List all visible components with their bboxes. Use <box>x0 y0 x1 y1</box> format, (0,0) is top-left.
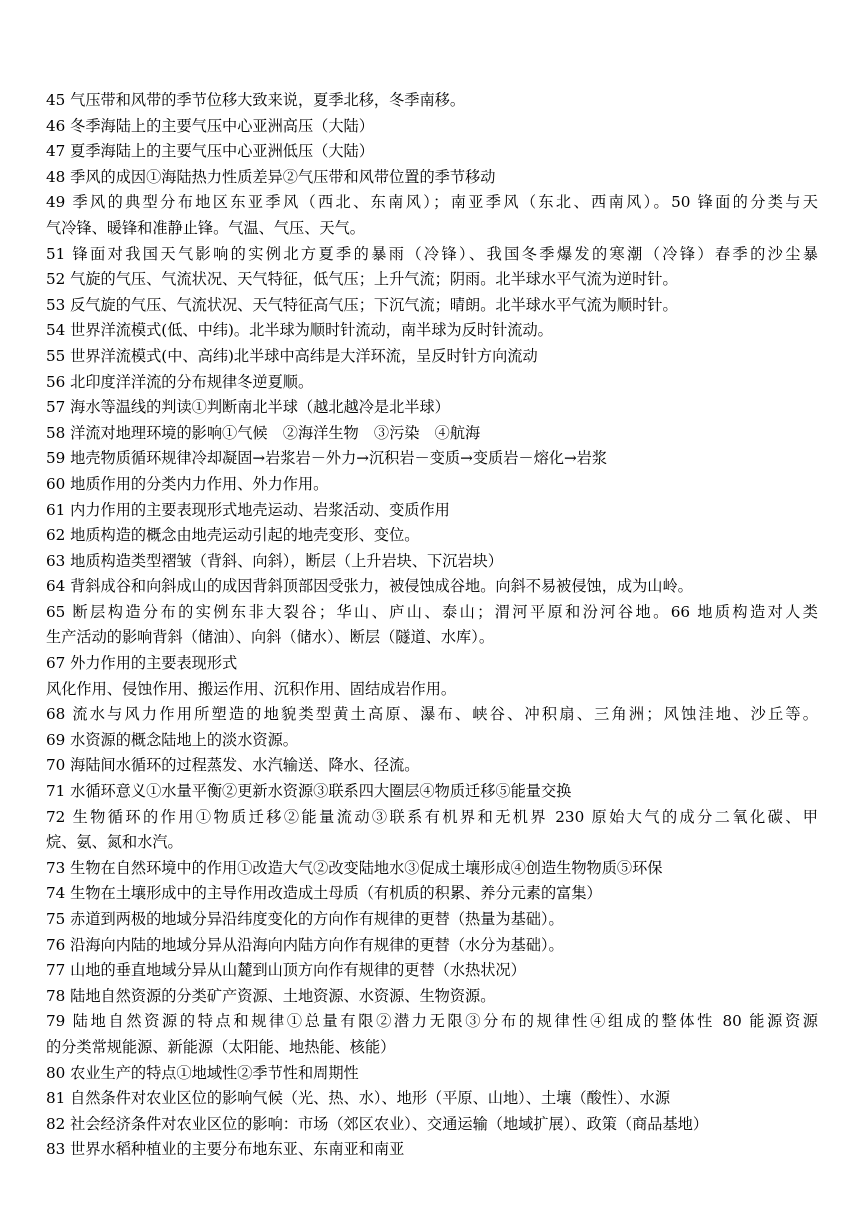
text-line: 风化作用、侵蚀作用、搬运作用、沉积作用、固结成岩作用。 <box>46 679 457 698</box>
text-line: 71 水循环意义①水量平衡②更新水资源③联系四大圈层④物质迁移⑤能量交换 <box>46 782 572 801</box>
text-line: 78 陆地自然资源的分类矿产资源、土地资源、水资源、生物资源。 <box>46 986 496 1005</box>
text-line: 63 地质构造类型褶皱（背斜、向斜），断层（上升岩块、下沉岩块） <box>46 551 503 570</box>
text-line: 79 陆地自然资源的特点和规律①总量有限②潜力无限③分布的规律性④组成的整体性 80 能源资源 <box>46 1012 818 1031</box>
text-line: 60 地质作用的分类内力作用、外力作用。 <box>46 474 329 493</box>
text-line: 58 洋流对地理环境的影响①气候 ②海洋生物 ③污染 ④航海 <box>46 423 481 442</box>
text-line: 81 自然条件对农业区位的影响气候（光、热、水）、地形（平原、山地）、土壤（酸性）、水源 <box>46 1089 671 1108</box>
document-page <box>46 88 818 1163</box>
text-line: 65 断层构造分布的实例东非大裂谷；华山、庐山、泰山；渭河平原和汾河谷地。66 地质构造对人类 <box>46 602 818 621</box>
text-line: 气冷锋、暖锋和准静止锋。气温、气压、天气。 <box>46 218 365 237</box>
text-line: 57 海水等温线的判读①判断南北半球（越北越冷是北半球） <box>46 398 450 417</box>
text-line: 的分类常规能源、新能源（太阳能、地热能、核能） <box>46 1037 396 1056</box>
text-line: 生产活动的影响背斜（储油）、向斜（储水）、断层（隧道、水库）。 <box>46 628 495 647</box>
text-line: 48 季风的成因①海陆热力性质差异②气压带和风带位置的季节移动 <box>46 167 496 186</box>
text-line: 54 世界洋流模式(低、中纬)。北半球为顺时针流动，南半球为反时针流动。 <box>46 321 553 340</box>
text-line: 74 生物在土壤形成中的主导作用改造成土母质（有机质的积累、养分元素的富集） <box>46 884 602 903</box>
text-line: 49 季风的典型分布地区东亚季风（西北、东南风）；南亚季风（东北、西南风）。50 锋面的分类与天 <box>46 193 818 212</box>
text-line: 56 北印度洋洋流的分布规律冬逆夏顺。 <box>46 372 314 391</box>
text-line: 80 农业生产的特点①地域性②季节性和周期性 <box>46 1063 359 1082</box>
text-line: 83 世界水稻种植业的主要分布地东亚、东南亚和南亚 <box>46 1140 405 1159</box>
text-line: 69 水资源的概念陆地上的淡水资源。 <box>46 730 298 749</box>
text-line: 45 气压带和风带的季节位移大致来说，夏季北移，冬季南移。 <box>46 91 466 109</box>
text-line: 68 流水与风力作用所塑造的地貌类型黄土高原、瀑布、峡谷、冲积扇、三角洲；风蚀洼地、沙丘等。 <box>46 705 818 724</box>
text-line: 73 生物在自然环境中的作用①改造大气②改变陆地水③促成土壤形成④创造生物物质⑤环保 <box>46 858 663 877</box>
text-line: 72 生物循环的作用①物质迁移②能量流动③联系有机界和无机界 230 原始大气的成分二氧化碳、甲 <box>46 807 818 826</box>
text-line: 77 山地的垂直地域分异从山麓到山顶方向作有规律的更替（水热状况） <box>46 961 526 980</box>
text-line: 64 背斜成谷和向斜成山的成因背斜顶部因受张力，被侵蚀成谷地。向斜不易被侵蚀，成为山岭。 <box>46 577 693 596</box>
text-line: 76 沿海向内陆的地域分异从沿海向内陆方向作有规律的更替（水分为基础）。 <box>46 935 564 954</box>
text-line: 47 夏季海陆上的主要气压中心亚洲低压（大陆） <box>46 142 374 161</box>
text-line: 51 锋面对我国天气影响的实例北方夏季的暴雨（冷锋）、我国冬季爆发的寒潮（冷锋）春季的沙尘暴 <box>46 244 818 263</box>
text-line: 烷、氨、氮和水汽。 <box>46 833 183 852</box>
text-line: 61 内力作用的主要表现形式地壳运动、岩浆活动、变质作用 <box>46 500 450 519</box>
text-line: 46 冬季海陆上的主要气压中心亚洲高压（大陆） <box>46 116 374 135</box>
text-line: 70 海陆间水循环的过程蒸发、水汽输送、降水、径流。 <box>46 756 420 775</box>
text-line: 67 外力作用的主要表现形式 <box>46 654 238 673</box>
text-line: 53 反气旋的气压、气流状况、天气特征高气压；下沉气流；晴朗。北半球水平气流为顺时针。 <box>46 295 678 314</box>
text-line: 62 地质构造的概念由地壳运动引起的地壳变形、变位。 <box>46 526 420 545</box>
text-line: 52 气旋的气压、气流状况、天气特征，低气压；上升气流；阴雨。北半球水平气流为逆时针。 <box>46 270 678 289</box>
text-line: 59 地壳物质循环规律冷却凝固→岩浆岩－外力→沉积岩－变质→变质岩－熔化→岩浆 <box>46 449 608 468</box>
text-line: 75 赤道到两极的地域分异沿纬度变化的方向作有规律的更替（热量为基础）。 <box>46 910 564 928</box>
text-line: 55 世界洋流模式(中、高纬)北半球中高纬是大洋环流，呈反时针方向流动 <box>46 346 538 365</box>
text-line: 82 社会经济条件对农业区位的影响：市场（郊区农业）、交通运输（地域扩展）、政策（商品基地） <box>46 1114 709 1133</box>
